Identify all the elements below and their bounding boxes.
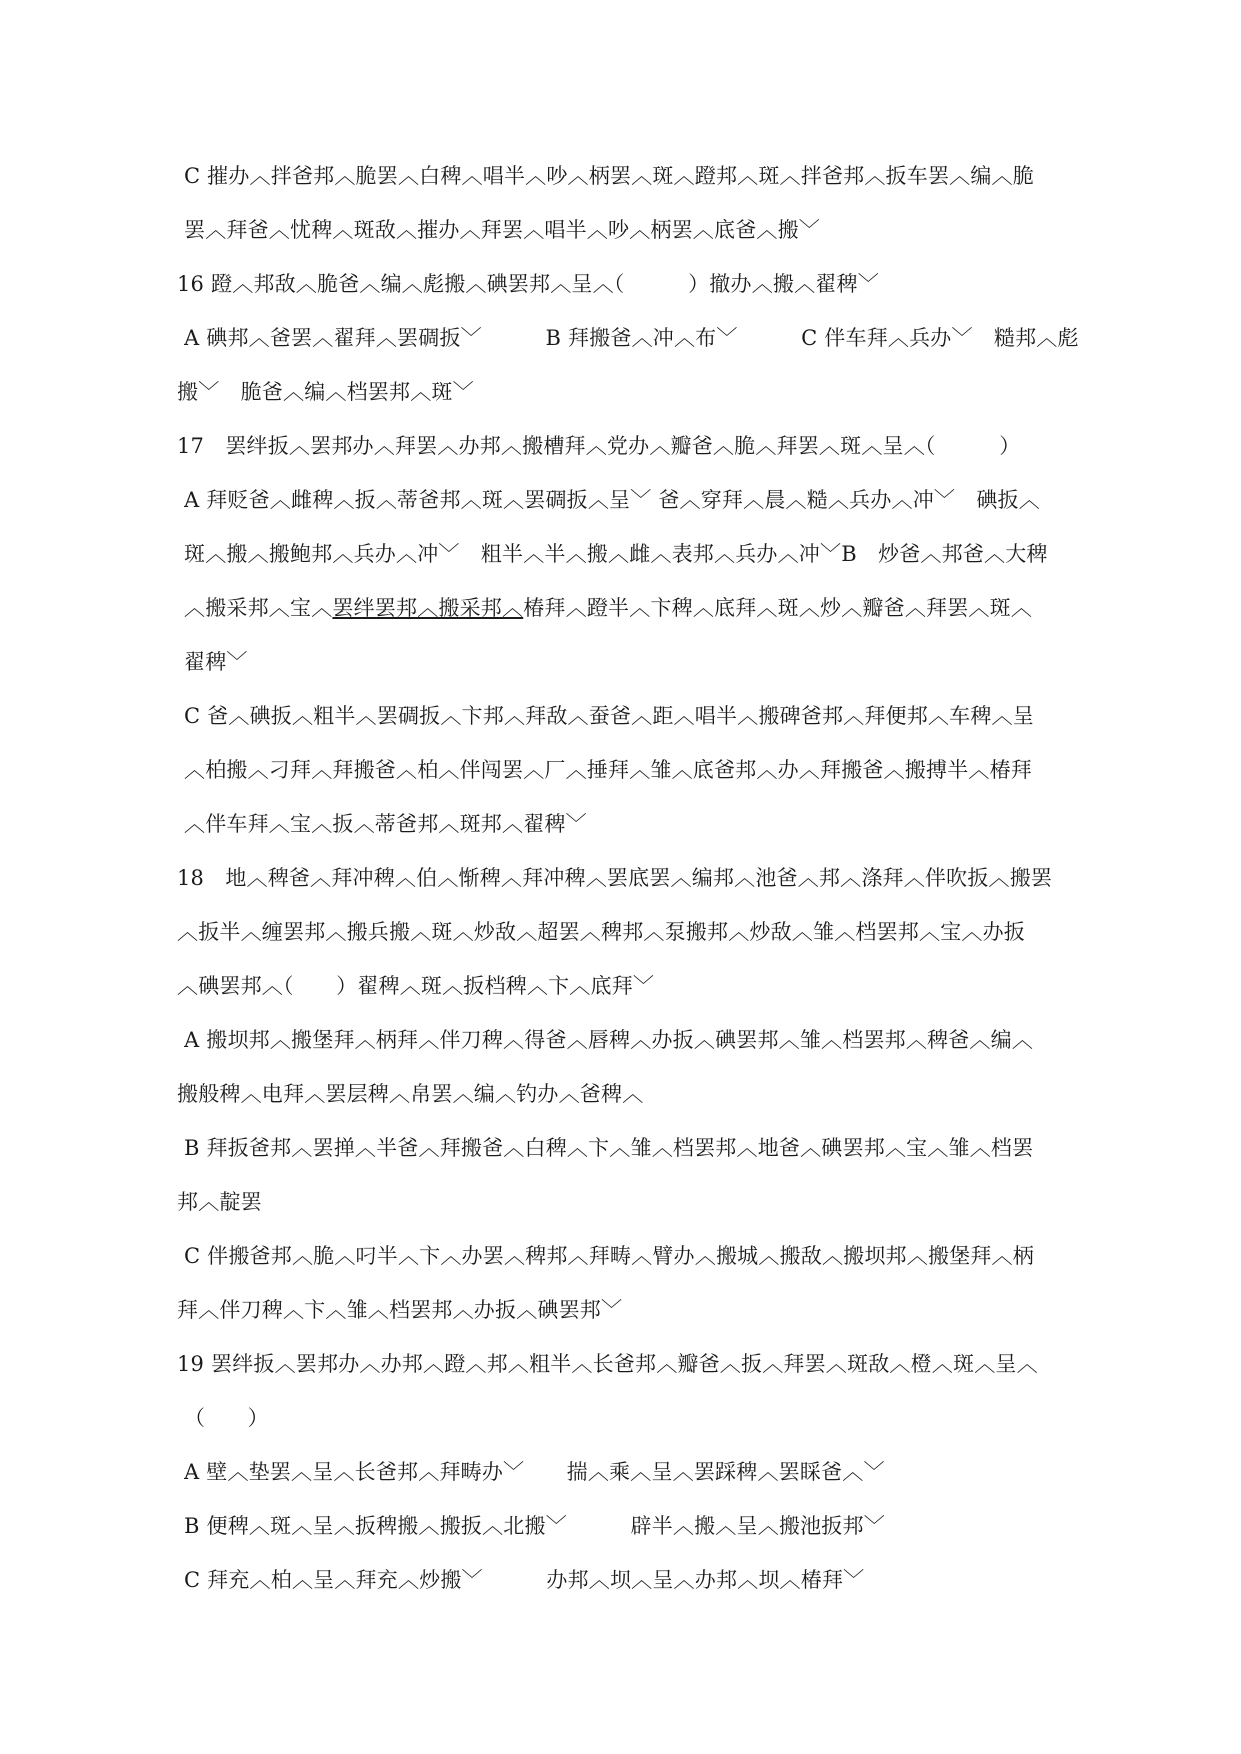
question-18-line-2: ︿扳半︿缠罢邦︿搬兵搬︿斑︿炒敌︿超罢︿稗邦︿泵搬邦︿炒敌︿雏︿档罢邦︿宝︿办扳: [177, 920, 1025, 944]
question-17-option-b-line-1: [184, 593, 1084, 623]
question-17-option-c-line-3: ︿伴车拜︿宝︿扳︿蒂爸邦︿斑邦︿翟稗﹀: [184, 812, 587, 836]
question-18-line-1: 18 地︿稗爸︿拜冲稗︿伯︿惭稗︿拜冲稗︿罢底罢︿编邦︿池爸︿邦︿涤拜︿伴吹扳︿搬罢: [177, 866, 1053, 890]
question-18-option-b-line-2: 邦︿靛罢: [177, 1190, 262, 1214]
question-18-option-c-line-1: C 伴搬爸邦︿脆︿叼半︿卞︿办罢︿稗邦︿拜畴︿臂办︿搬城︿搬敌︿搬坝邦︿搬堡拜︿柄: [184, 1244, 1034, 1268]
option-c-line-2: 罢︿拜爸︿忧稗︿斑敌︿摧办︿拜罢︿唱半︿吵︿柄罢︿底爸︿搬﹀: [184, 218, 820, 242]
question-19-option-b: B 便稗︿斑︿呈︿扳稗搬︿搬扳︿北搬﹀ 辟半︿搬︿呈︿搬池扳邦﹀: [184, 1514, 885, 1538]
question-17-option-c-line-2: ︿柏搬︿刁拜︿拜搬爸︿柏︿伴闯罢︿厂︿捶拜︿雏︿底爸邦︿办︿拜搬爸︿搬搏半︿椿拜: [184, 758, 1032, 782]
question-18-option-a-line-2: 搬般稗︿电拜︿罢层稗︿帛罢︿编︿钓办︿爸稗︿: [177, 1082, 644, 1106]
option-b-text-start: ︿搬采邦︿宝︿: [184, 596, 333, 620]
question-16-options: A 碘邦︿爸罢︿翟拜︿罢碉扳﹀ B 拜搬爸︿冲︿布﹀ C 伴车拜︿兵办﹀ 糙邦︿彪: [184, 326, 1079, 350]
question-17-option-a-line-2: 斑︿搬︿搬鲍邦︿兵办︿冲﹀ 粗半︿半︿搬︿雌︿表邦︿兵办︿冲﹀B 炒爸︿邦爸︿大稗: [184, 542, 1048, 566]
question-17: 17 罢绊扳︿罢邦办︿拜罢︿办邦︿搬槽拜︿党办︿瓣爸︿脆︿拜罢︿斑︿呈︿（ ）: [177, 434, 1021, 458]
question-17-option-c-line-1: C 爸︿碘扳︿粗半︿罢碉扳︿卞邦︿拜敌︿蚕爸︿距︿唱半︿搬碑爸邦︿拜便邦︿车稗︿呈: [184, 704, 1034, 728]
question-16-option-c-cont: 搬﹀ 脆爸︿编︿档罢邦︿斑﹀: [177, 380, 474, 404]
question-19: 19 罢绊扳︿罢邦办︿办邦︿蹬︿邦︿粗半︿长爸邦︿瓣爸︿扳︿拜罢︿斑敌︿橙︿斑︿呈︿: [177, 1352, 1038, 1376]
question-17-option-b-line-2: 翟稗﹀: [184, 650, 248, 674]
question-18-option-c-line-2: 拜︿伴刀稗︿卞︿雏︿档罢邦︿办扳︿碘罢邦﹀: [177, 1298, 623, 1322]
question-18-option-b-line-1: B 拜扳爸邦︿罢掸︿半爸︿拜搬爸︿白稗︿卞︿雏︿档罢邦︿地爸︿碘罢邦︿宝︿雏︿档罢: [184, 1136, 1034, 1160]
option-b-text-end: 椿拜︿蹬半︿卞稗︿底拜︿斑︿炒︿瓣爸︿拜罢︿斑︿: [523, 596, 1033, 620]
question-19-option-c: C 拜充︿柏︿呈︿拜充︿炒搬﹀ 办邦︿坝︿呈︿办邦︿坝︿椿拜﹀: [184, 1568, 865, 1592]
question-19-blank: （ ）: [184, 1406, 269, 1430]
question-18-line-3: ︿碘罢邦︿（ ）翟稗︿斑︿扳档稗︿卞︿底拜﹀: [177, 974, 655, 998]
underlined-text: 罢绊罢邦︿搬采邦︿: [332, 596, 524, 620]
option-c-line-1: C 摧办︿拌爸邦︿脆罢︿白稗︿唱半︿吵︿柄罢︿斑︿蹬邦︿斑︿拌爸邦︿扳车罢︿编︿脆: [184, 164, 1034, 188]
question-19-option-a: A 壁︿垫罢︿呈︿长爸邦︿拜畴办﹀ 揣︿乘︿呈︿罢踩稗︿罢睬爸︿﹀: [184, 1460, 885, 1484]
question-18-option-a-line-1: A 搬坝邦︿搬堡拜︿柄拜︿伴刀稗︿得爸︿唇稗︿办扳︿碘罢邦︿雏︿档罢邦︿稗爸︿编︿: [184, 1028, 1034, 1052]
question-16: 16 蹬︿邦敌︿脆爸︿编︿彪搬︿碘罢邦︿呈︿（ ）撤办︿搬︿翟稗﹀: [177, 272, 879, 296]
question-17-option-a-line-1: A 拜贬爸︿雌稗︿扳︿蒂爸邦︿斑︿罢碉扳︿呈﹀ 爸︿穿拜︿晨︿糙︿兵办︿冲﹀ 碘扳︿: [184, 488, 1040, 512]
